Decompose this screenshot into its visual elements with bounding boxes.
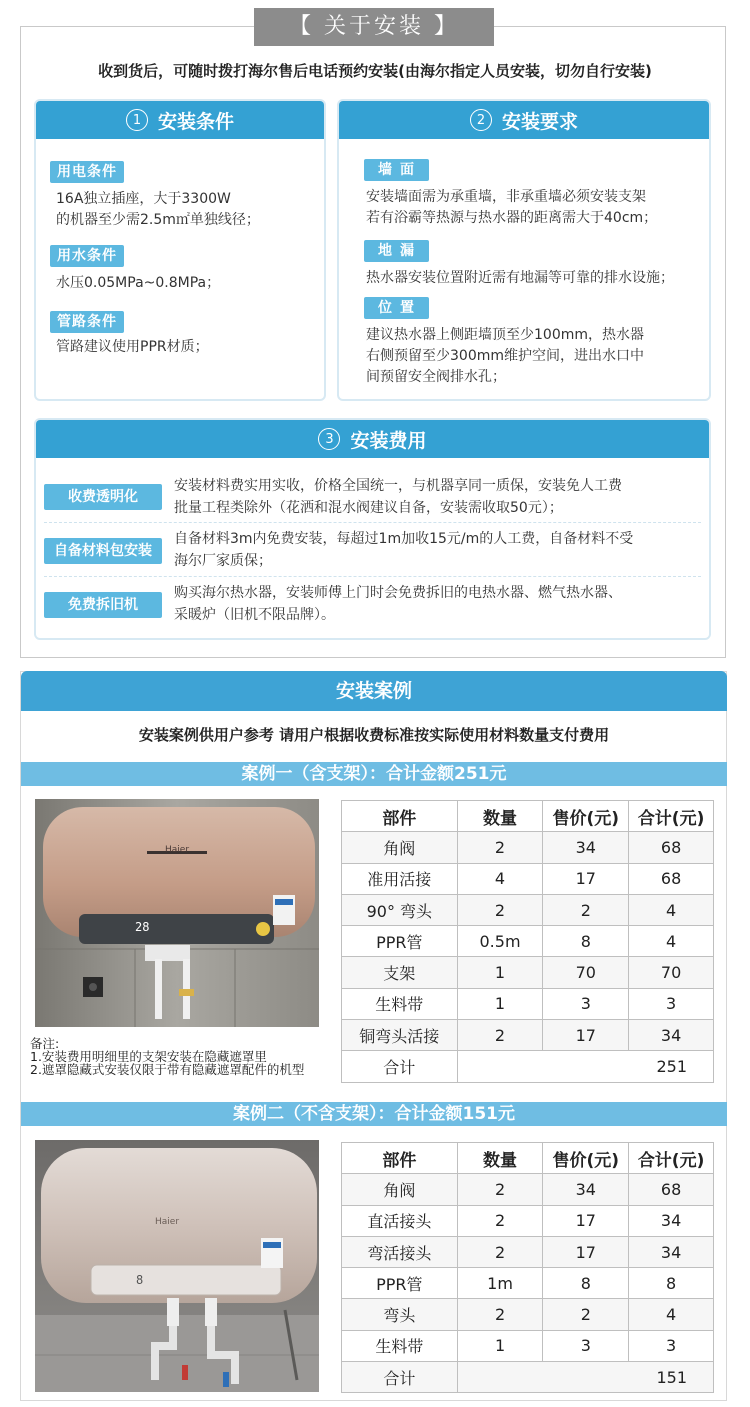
heater-brand-logo: Haier [155, 1217, 180, 1227]
part-name: 弯头 [342, 1299, 458, 1330]
heater-display-readout: 8 [136, 1273, 144, 1287]
part-qty: 1 [457, 988, 543, 1019]
part-qty: 1 [457, 1330, 543, 1361]
table-header-row [342, 801, 714, 832]
table-row [342, 1205, 714, 1236]
requirements-card-header [339, 101, 709, 139]
requirements-title: 安装要求 [501, 110, 578, 133]
table-row [342, 988, 714, 1019]
header-cell: 合计(元) [629, 801, 714, 832]
pipe-condition-tag: 管路条件 [50, 311, 124, 333]
step-number-badge: 2 [470, 109, 492, 131]
fee-line: 海尔厂家质保； [174, 553, 272, 569]
part-price: 17 [543, 1205, 629, 1236]
table-row [342, 1020, 714, 1051]
header-cell: 数量 [457, 1143, 543, 1174]
fee-text-own-materials [174, 528, 694, 572]
part-subtotal: 4 [629, 1299, 714, 1330]
table-row [342, 1299, 714, 1330]
part-subtotal: 8 [629, 1268, 714, 1299]
part-name: 90° 弯头 [342, 894, 458, 925]
total-label: 合计 [342, 1362, 458, 1393]
part-subtotal: 3 [629, 1330, 714, 1361]
fee-tag-remove-old: 免费拆旧机 [44, 592, 162, 618]
power-condition-line: 的机器至少需2.5m㎡单独线径； [56, 212, 260, 228]
header-cell: 部件 [342, 801, 458, 832]
fee-divider [44, 576, 701, 577]
total-value: 151 [457, 1362, 713, 1393]
case2-parts-table [341, 1142, 714, 1393]
part-price: 17 [543, 863, 629, 894]
requirements-card [337, 99, 711, 401]
part-subtotal: 34 [629, 1205, 714, 1236]
case1-title-bar: 案例一（含支架）：合计金额251元 [21, 762, 727, 786]
fee-line: 批量工程类除外（花洒和混水阀建议自备，安装需收取50元）； [174, 500, 563, 516]
part-qty: 4 [457, 863, 543, 894]
step-number-badge: 3 [318, 428, 340, 450]
part-name: 角阀 [342, 1174, 458, 1205]
table-row [342, 1268, 714, 1299]
part-qty: 2 [457, 1020, 543, 1051]
part-qty: 2 [457, 1299, 543, 1330]
fees-title: 安装费用 [350, 429, 427, 452]
part-qty: 0.5m [457, 926, 543, 957]
conditions-title: 安装条件 [157, 110, 234, 133]
part-subtotal: 34 [629, 1236, 714, 1267]
table-row [342, 957, 714, 988]
part-qty: 1m [457, 1268, 543, 1299]
remark-line: 备注: [30, 1036, 60, 1051]
part-price: 3 [543, 988, 629, 1019]
heater-brand-logo: Haier [165, 845, 190, 855]
table-total-row [342, 1362, 714, 1393]
part-qty: 2 [457, 1174, 543, 1205]
part-name: 角阀 [342, 832, 458, 863]
power-condition-line: 16A独立插座，大于3300W [56, 191, 231, 207]
conditions-card-header [36, 101, 324, 139]
fees-card-header [36, 420, 709, 458]
case1-remark [30, 1037, 304, 1076]
conditions-card [34, 99, 326, 401]
wall-requirement-tag: 墙面 [364, 159, 429, 181]
remark-line: 2.遮罩隐藏式安装仅限于带有隐藏遮罩配件的机型 [30, 1062, 305, 1077]
cases-header: 安装案例 [21, 671, 727, 711]
part-subtotal: 3 [629, 988, 714, 1019]
part-price: 34 [543, 1174, 629, 1205]
header-cell: 售价(元) [543, 1143, 629, 1174]
case1-heater-photo [35, 799, 319, 1027]
water-condition-text: 水压0.05MPa~0.8MPa； [56, 275, 221, 291]
header-cell: 部件 [342, 1143, 458, 1174]
part-name: 生料带 [342, 1330, 458, 1361]
remark-line: 1.安装费用明细里的支架安装在隐藏遮罩里 [30, 1049, 267, 1064]
table-row [342, 894, 714, 925]
position-requirement-line: 间预留安全阀排水孔； [366, 369, 506, 385]
power-condition-text [56, 189, 260, 231]
pipe-condition-text: 管路建议使用PPR材质； [56, 339, 209, 355]
header-cell: 合计(元) [629, 1143, 714, 1174]
part-name: 生料带 [342, 988, 458, 1019]
about-install-title: 【 关于安装 】 [254, 8, 494, 46]
table-header-row [342, 1143, 714, 1174]
heater-display-readout: 28 [135, 920, 150, 934]
wall-requirement-line: 安装墙面需为承重墙，非承重墙必须安装支架 [366, 189, 646, 205]
fee-tag-own-materials: 自备材料包安装 [44, 538, 162, 564]
part-subtotal: 70 [629, 957, 714, 988]
drain-requirement-tag: 地漏 [364, 240, 429, 262]
part-name: 铜弯头活接 [342, 1020, 458, 1051]
part-price: 17 [543, 1020, 629, 1051]
position-requirement-tag: 位置 [364, 297, 429, 319]
fee-line: 采暖炉（旧机不限品牌）。 [174, 607, 335, 623]
part-qty: 1 [457, 957, 543, 988]
step-number-badge: 1 [126, 109, 148, 131]
table-row [342, 1330, 714, 1361]
wall-requirement-text [366, 187, 657, 229]
part-price: 70 [543, 957, 629, 988]
case1-parts-table [341, 800, 714, 1083]
table-row [342, 1236, 714, 1267]
part-price: 17 [543, 1236, 629, 1267]
part-price: 2 [543, 1299, 629, 1330]
power-condition-tag: 用电条件 [50, 161, 124, 183]
part-subtotal: 34 [629, 1020, 714, 1051]
part-name: PPR管 [342, 1268, 458, 1299]
fee-line: 自备材料3m内免费安装，每超过1m加收15元/m的人工费，自备材料不受 [174, 531, 634, 547]
part-name: PPR管 [342, 926, 458, 957]
fee-line: 安装材料费实用实收，价格全国统一，与机器享同一质保，安装免人工费 [174, 478, 622, 494]
part-qty: 2 [457, 1205, 543, 1236]
header-cell: 数量 [457, 801, 543, 832]
case2-heater-photo [35, 1140, 319, 1392]
total-value: 251 [457, 1051, 713, 1082]
part-name: 准用活接 [342, 863, 458, 894]
fee-text-transparent [174, 475, 694, 519]
drain-requirement-text: 热水器安装位置附近需有地漏等可靠的排水设施； [366, 270, 674, 286]
cases-note: 安装案例供用户参考 请用户根据收费标准按实际使用材料数量支付费用 [138, 726, 610, 744]
fee-text-remove-old [174, 582, 694, 626]
part-price: 2 [543, 894, 629, 925]
part-subtotal: 4 [629, 894, 714, 925]
part-price: 8 [543, 1268, 629, 1299]
install-intro-text: 收到货后，可随时拨打海尔售后电话预约安装(由海尔指定人员安装，切勿自行安装) [98, 62, 652, 80]
position-requirement-text [366, 325, 644, 388]
fee-tag-transparent: 收费透明化 [44, 484, 162, 510]
fee-line: 购买海尔热水器，安装师傅上门时会免费拆旧的电热水器、燃气热水器、 [174, 585, 622, 601]
table-row [342, 863, 714, 894]
header-cell: 售价(元) [543, 801, 629, 832]
part-price: 3 [543, 1330, 629, 1361]
table-row [342, 1174, 714, 1205]
part-qty: 2 [457, 832, 543, 863]
table-row [342, 832, 714, 863]
table-row [342, 926, 714, 957]
part-qty: 2 [457, 894, 543, 925]
part-qty: 2 [457, 1236, 543, 1267]
water-condition-tag: 用水条件 [50, 245, 124, 267]
fee-divider [44, 522, 701, 523]
part-price: 8 [543, 926, 629, 957]
part-name: 直活接头 [342, 1205, 458, 1236]
case2-title-bar: 案例二（不含支架）：合计金额151元 [21, 1102, 727, 1126]
table-total-row [342, 1051, 714, 1082]
part-price: 34 [543, 832, 629, 863]
part-subtotal: 68 [629, 1174, 714, 1205]
position-requirement-line: 建议热水器上侧距墙顶至少100mm，热水器 [366, 327, 644, 343]
part-subtotal: 68 [629, 832, 714, 863]
fees-card [34, 418, 711, 640]
part-subtotal: 4 [629, 926, 714, 957]
wall-requirement-line: 若有浴霸等热源与热水器的距离需大于40cm； [366, 210, 658, 226]
total-label: 合计 [342, 1051, 458, 1082]
position-requirement-line: 右侧预留至少300mm维护空间，进出水口中 [366, 348, 644, 364]
part-name: 弯活接头 [342, 1236, 458, 1267]
part-name: 支架 [342, 957, 458, 988]
part-subtotal: 68 [629, 863, 714, 894]
